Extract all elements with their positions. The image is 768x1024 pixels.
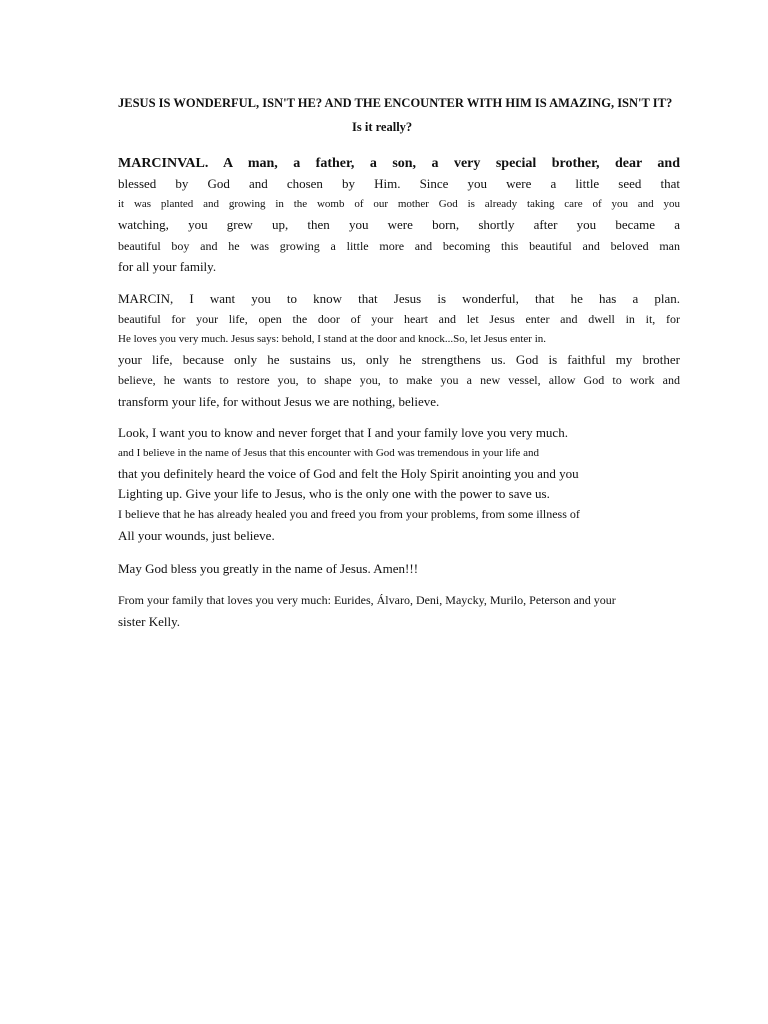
- paragraph-4: [118, 558, 680, 579]
- paragraph-line: that you definitely heard the voice of God and felt the Holy Spirit anointing you and you: [118, 466, 579, 481]
- document-title: JESUS IS WONDERFUL, ISN'T HE? AND THE ENCOUNTER WITH HIM IS AMAZING, ISN'T IT?: [118, 96, 673, 110]
- paragraph-1: [118, 153, 680, 277]
- paragraph-line: Look, I want you to know and never forget that I and your family love you very much.: [118, 425, 568, 440]
- paragraph-line: I believe that he has already healed you and freed you from your problems, from some illness of: [118, 507, 580, 521]
- paragraph-line: sister Kelly.: [118, 614, 180, 629]
- paragraph-line: for all your family.: [118, 259, 217, 274]
- paragraph-line: watching, you grew up, then you were born, shortly after you became a: [118, 217, 680, 232]
- paragraph-line: From your family that loves you very much: Eurides, Álvaro, Deni, Maycky, Murilo, Peterson and your: [118, 593, 616, 607]
- paragraph-line: beautiful boy and he was growing a little more and becoming this beautiful and beloved man: [118, 239, 680, 253]
- document-subtitle: Is it really?: [352, 120, 413, 134]
- paragraph-line: May God bless you greatly in the name of Jesus. Amen!!!: [118, 561, 419, 576]
- paragraph-line: MARCINVAL. A man, a father, a son, a very special brother, dear and: [118, 156, 680, 171]
- paragraph-line: blessed by God and chosen by Him. Since you were a little seed that: [118, 176, 680, 191]
- paragraph-line: believe, he wants to restore you, to shape you, to make you a new vessel, allow God to work and: [118, 373, 680, 387]
- paragraph-line: Lighting up. Give your life to Jesus, who is the only one with the power to save us.: [118, 486, 550, 501]
- paragraph-line: your life, because only he sustains us, only he strengthens us. God is faithful my brother: [118, 352, 680, 367]
- paragraph-line: and I believe in the name of Jesus that this encounter with God was tremendous in your life and: [118, 447, 539, 459]
- paragraph-5: [118, 590, 698, 632]
- paragraph-line: it was planted and growing in the womb of our mother God is already taking care of you and you: [118, 198, 680, 210]
- paragraph-3: [118, 422, 680, 546]
- paragraph-line: transform your life, for without Jesus we are nothing, believe.: [118, 394, 440, 409]
- paragraph-line: All your wounds, just believe.: [118, 528, 275, 543]
- paragraph-line: He loves you very much. Jesus says: behold, I stand at the door and knock...So, let Jesus enter in.: [118, 333, 547, 345]
- paragraph-line: MARCIN, I want you to know that Jesus is wonderful, that he has a plan.: [118, 291, 680, 306]
- paragraph-line: beautiful for your life, open the door of your heart and let Jesus enter and dwell in it, for: [118, 312, 680, 326]
- paragraph-2: [118, 288, 680, 412]
